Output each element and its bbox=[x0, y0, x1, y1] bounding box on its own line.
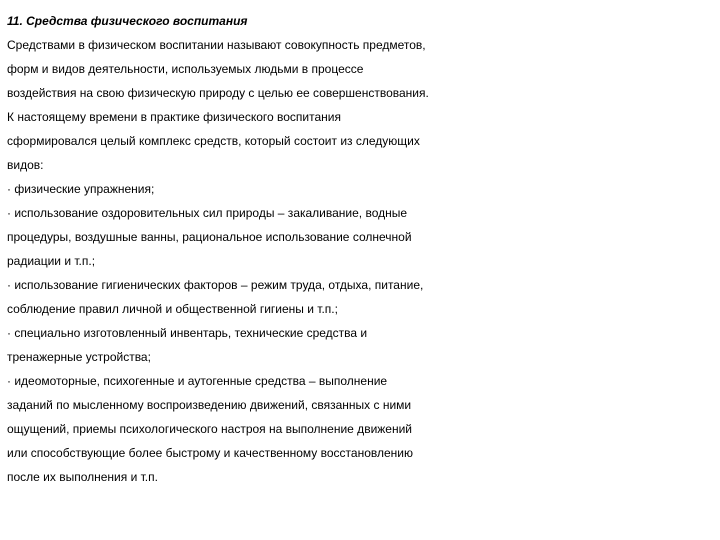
text-line-intro-6: видов: bbox=[7, 158, 44, 172]
list-item-nature-line-3: радиации и т.п.; bbox=[7, 254, 96, 268]
document-title: 11. Средства физического воспитания bbox=[7, 14, 248, 28]
list-item-hygiene-line-1: · использование гигиенических факторов – режим труда, отдыха, питание, bbox=[7, 278, 424, 292]
text-line-intro-2: форм и видов деятельности, используемых людьми в процессе bbox=[7, 62, 364, 76]
document-body bbox=[7, 9, 717, 489]
list-item-ideomotor-line-2: заданий по мысленному воспроизведению движений, связанных с ними bbox=[7, 398, 412, 412]
list-item-ideomotor-line-5: после их выполнения и т.п. bbox=[7, 470, 158, 484]
list-item-equipment-line-1: · специально изготовленный инвентарь, технические средства и bbox=[7, 326, 368, 340]
list-item-ideomotor-line-3: ощущений, приемы психологического настроя на выполнение движений bbox=[7, 422, 412, 436]
text-line-intro-5: сформировался целый комплекс средств, который состоит из следующих bbox=[7, 134, 420, 148]
text-line-intro-4: К настоящему времени в практике физического воспитания bbox=[7, 110, 341, 124]
list-item-ideomotor-line-4: или способствующие более быстрому и качественному восстановлению bbox=[7, 446, 413, 460]
text-line-intro-1: Средствами в физическом воспитании называют совокупность предметов, bbox=[7, 38, 426, 52]
list-item-nature-line-2: процедуры, воздушные ванны, рациональное использование солнечной bbox=[7, 230, 412, 244]
list-item-equipment-line-2: тренажерные устройства; bbox=[7, 350, 151, 364]
list-item-nature-line-1: · использование оздоровительных сил природы – закаливание, водные bbox=[7, 206, 408, 220]
text-line-intro-3: воздействия на свою физическую природу с целью ее совершенствования. bbox=[7, 86, 429, 100]
list-item-hygiene-line-2: соблюдение правил личной и общественной гигиены и т.п.; bbox=[7, 302, 338, 316]
list-item-exercises: · физические упражнения; bbox=[7, 182, 155, 196]
list-item-ideomotor-line-1: · идеомоторные, психогенные и аутогенные средства – выполнение bbox=[7, 374, 388, 388]
